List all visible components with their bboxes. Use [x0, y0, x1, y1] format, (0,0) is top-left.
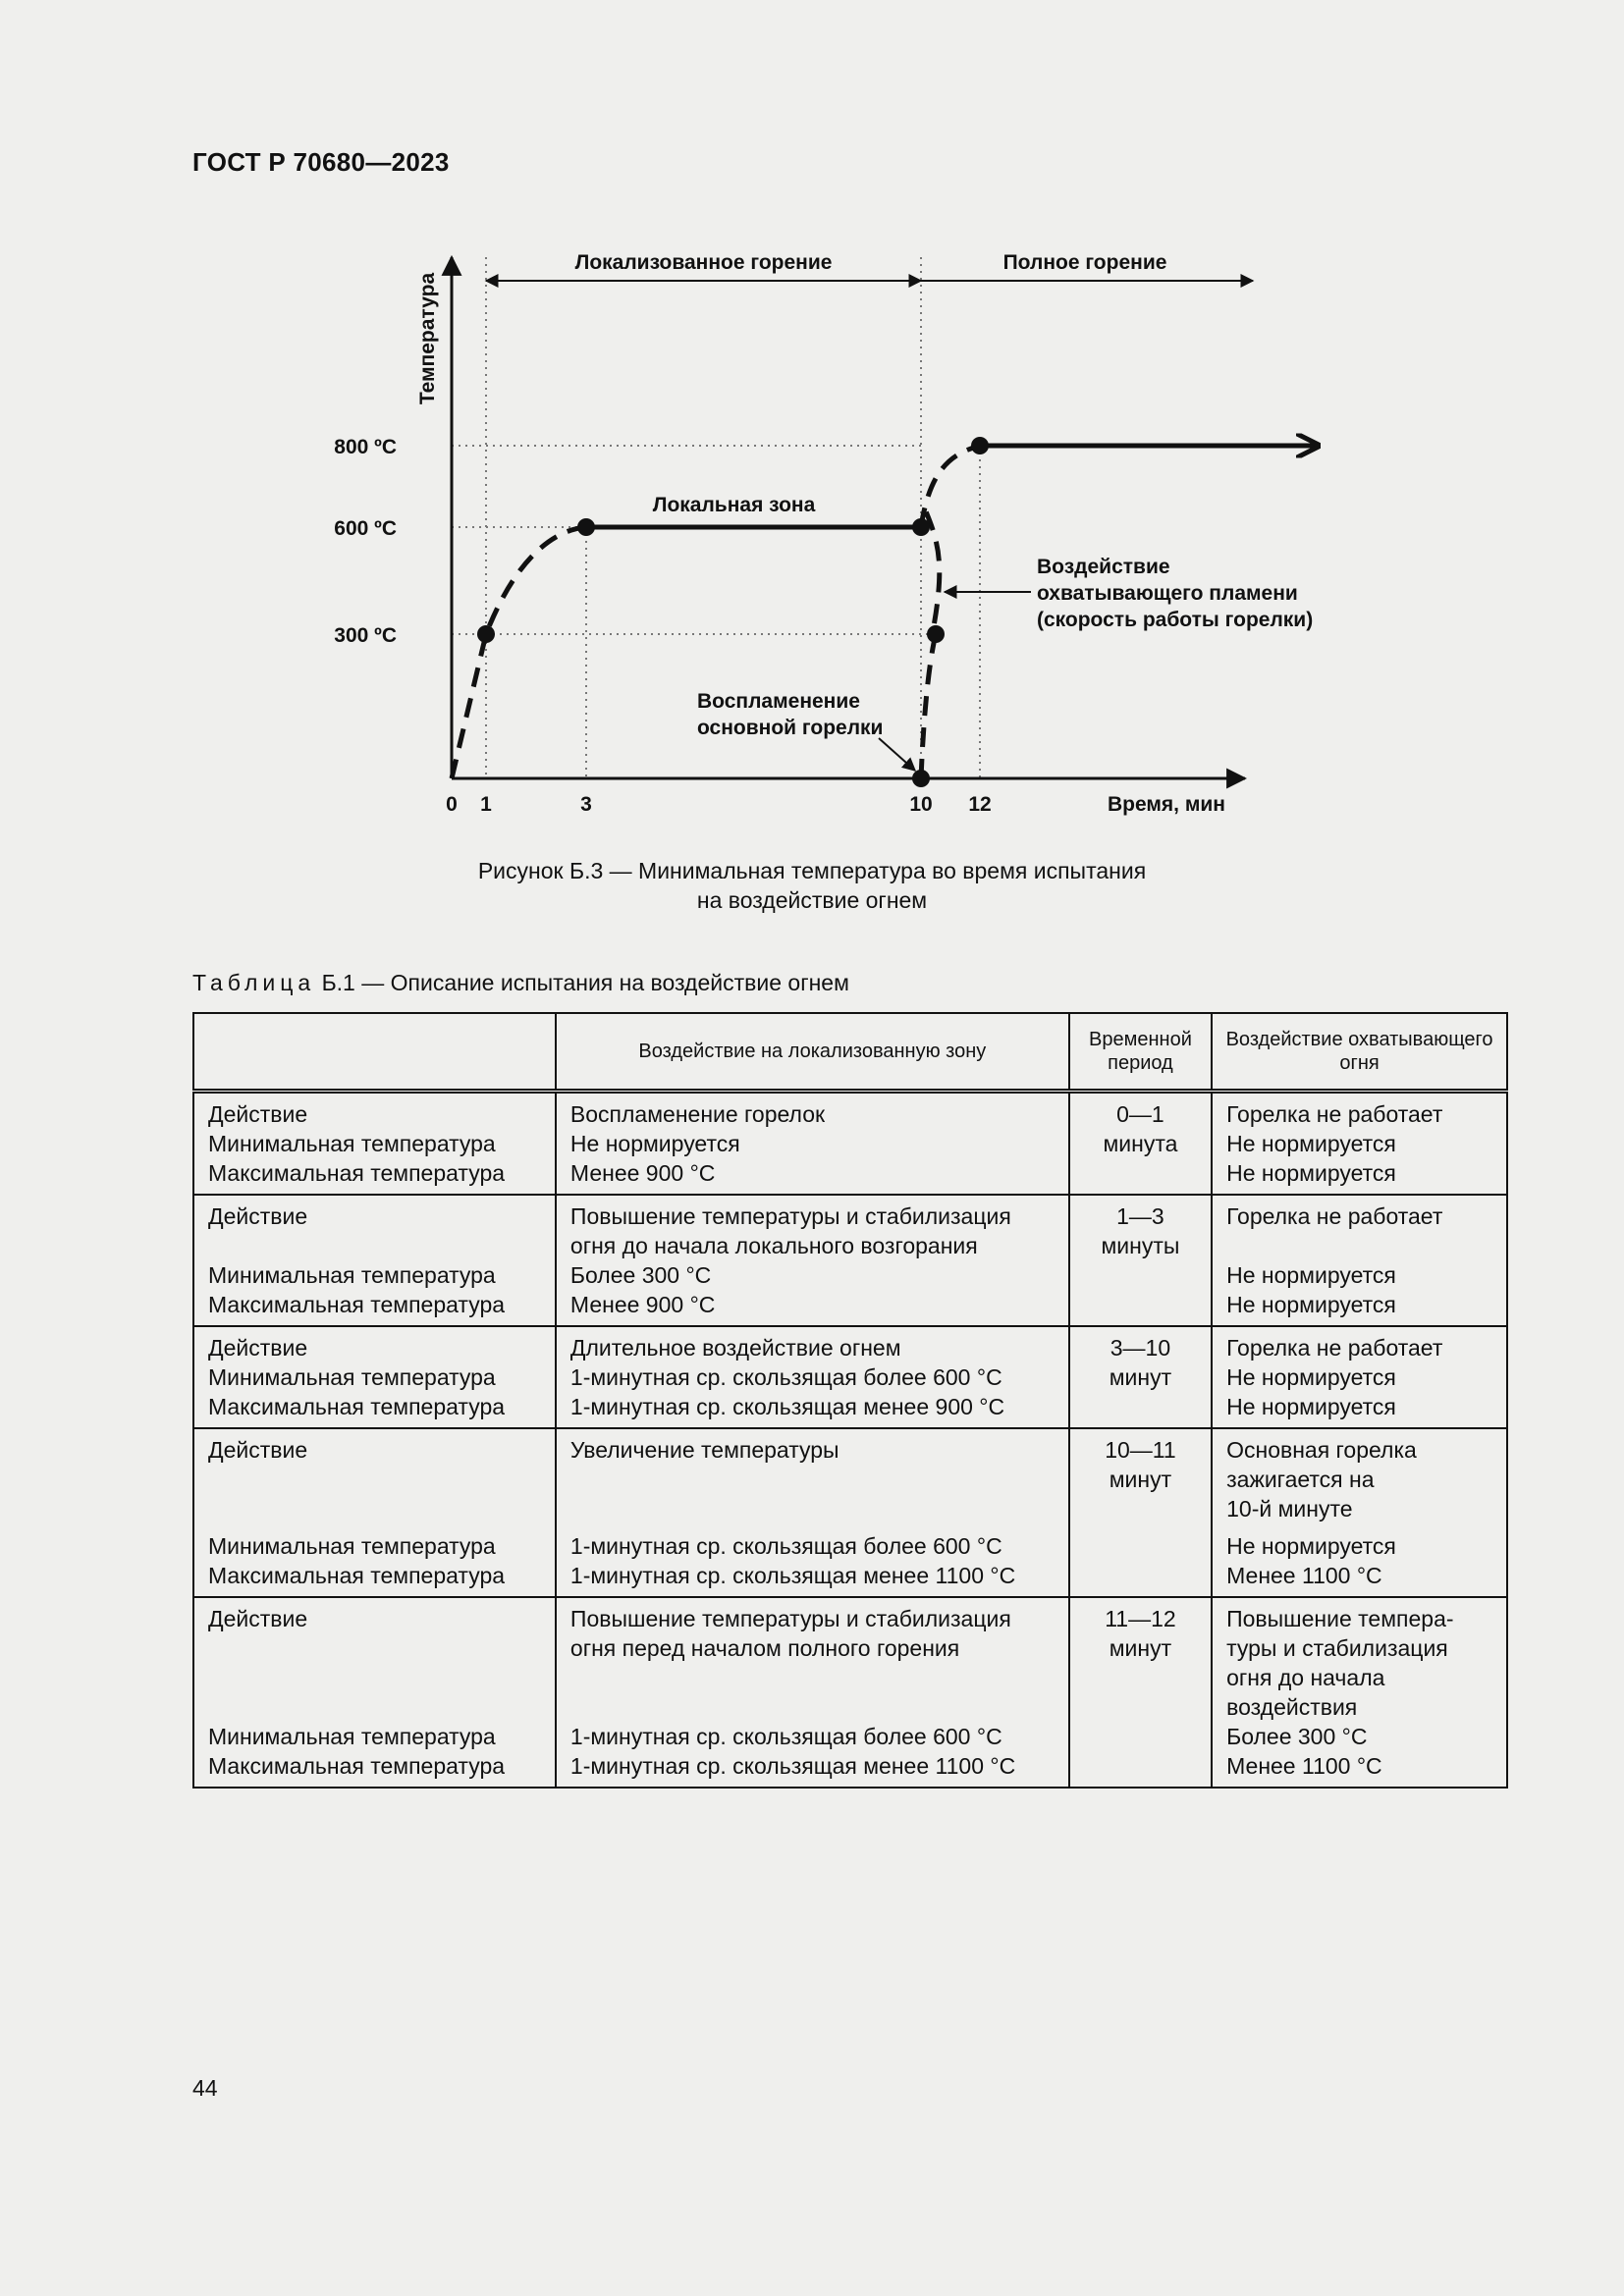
x-axis-label: Время, мин — [1108, 793, 1225, 816]
cell-local — [556, 1195, 1069, 1326]
cell-flame — [1212, 1195, 1507, 1326]
label-min-temp: Минимальная температура — [208, 1364, 496, 1390]
table-row — [193, 1428, 1507, 1597]
flame-max: Не нормируется — [1226, 1160, 1396, 1186]
local-max: Менее 900 °С — [569, 1160, 716, 1186]
label-action: Действие — [208, 1203, 308, 1229]
table-row — [193, 1195, 1507, 1326]
cell-period — [1069, 1195, 1212, 1326]
flame-label-line-2: охватывающего пламени — [1037, 582, 1298, 605]
header-cell-period: Временной период — [1069, 1013, 1212, 1092]
x-tick-label-10: 10 — [909, 793, 933, 816]
figure-caption — [295, 856, 1329, 915]
period-range: 10—11 — [1105, 1437, 1176, 1463]
local-max: Менее 900 °С — [569, 1292, 716, 1317]
y-tick-label-300: 300 ºC — [334, 624, 397, 647]
table-title — [192, 970, 849, 996]
row-labels — [193, 1092, 556, 1196]
data-point-2 — [912, 518, 930, 536]
cell-flame — [1212, 1326, 1507, 1428]
label-action: Действие — [208, 1101, 308, 1127]
local-min: 1-минутная ср. скользящая более 600 °С — [569, 1364, 1002, 1390]
x-tick-label-0: 0 — [446, 793, 458, 816]
period-range: 0—1 — [1116, 1101, 1164, 1127]
cell-flame — [1212, 1428, 1507, 1597]
test-description-table — [192, 1012, 1508, 1789]
row-labels — [193, 1597, 556, 1788]
table-header-row — [193, 1013, 1507, 1092]
data-point-1 — [577, 518, 595, 536]
table-row — [193, 1597, 1507, 1788]
label-min-temp: Минимальная температура — [208, 1533, 496, 1559]
flame-max: Менее 1100 °С — [1226, 1753, 1382, 1779]
x-tick-label-1: 1 — [480, 793, 492, 816]
temperature-chart — [0, 0, 1624, 864]
cell-period — [1069, 1092, 1212, 1196]
label-max-temp: Максимальная температура — [208, 1292, 506, 1317]
local-action-line-1: Повышение температуры и стабилизация — [569, 1606, 1011, 1631]
local-action: Увеличение температуры — [569, 1437, 839, 1463]
local-max: 1-минутная ср. скользящая менее 1100 °С — [569, 1563, 1016, 1588]
local-action-line-1: Повышение температуры и стабилизация — [569, 1203, 1011, 1229]
ignition-label-line-1: Воспламенение — [697, 690, 860, 713]
caption-line-1: Рисунок Б.3 — Минимальная температура во время испытания — [477, 858, 1147, 883]
cell-period — [1069, 1428, 1212, 1597]
label-max-temp: Максимальная температура — [208, 1160, 506, 1186]
header-cell-local: Воздействие на локализованную зону — [556, 1013, 1069, 1092]
flame-action-line-2: зажигается на — [1226, 1467, 1375, 1492]
table-row — [193, 1092, 1507, 1196]
period-range: 11—12 — [1105, 1606, 1176, 1631]
flame-action-line-1: Повышение темпера- — [1226, 1606, 1454, 1631]
period-unit: минута — [1103, 1131, 1178, 1156]
label-action: Действие — [208, 1437, 308, 1463]
flame-action-line-1: Основная горелка — [1226, 1437, 1417, 1463]
local-min: Не нормируется — [569, 1131, 740, 1156]
ignition-label-line-2: основной горелки — [697, 717, 884, 739]
data-point-4 — [912, 770, 930, 787]
plateau-label: Локальная зона — [652, 494, 816, 516]
series-line-local-rise — [452, 527, 586, 778]
flame-action-line-3: огня до начала — [1226, 1665, 1385, 1690]
period-unit: минут — [1109, 1467, 1172, 1492]
row-labels — [193, 1195, 556, 1326]
ignition-pointer — [879, 738, 915, 771]
flame-max: Не нормируется — [1226, 1292, 1396, 1317]
cell-period — [1069, 1326, 1212, 1428]
flame-action: Горелка не работает — [1226, 1101, 1443, 1127]
label-max-temp: Максимальная температура — [208, 1394, 506, 1419]
label-max-temp: Максимальная температура — [208, 1563, 506, 1588]
flame-min: Более 300 °С — [1226, 1724, 1368, 1749]
local-max: 1-минутная ср. скользящая менее 900 °С — [569, 1394, 1005, 1419]
flame-min: Не нормируется — [1226, 1533, 1396, 1559]
header-cell-flame: Воздействие охватывающего огня — [1212, 1013, 1507, 1092]
flame-action-line-3: 10-й минуте — [1226, 1496, 1353, 1522]
phase-label-full: Полное горение — [1002, 251, 1167, 274]
label-min-temp: Минимальная температура — [208, 1262, 496, 1288]
y-tick-label-600: 600 ºC — [334, 517, 397, 540]
header-cell-empty — [193, 1013, 556, 1092]
label-min-temp: Минимальная температура — [208, 1724, 496, 1749]
label-action: Действие — [208, 1335, 308, 1361]
local-action: Длительное воздействие огнем — [569, 1335, 901, 1361]
y-tick-label-800: 800 ºC — [334, 436, 397, 458]
flame-action: Горелка не работает — [1226, 1203, 1443, 1229]
cell-flame — [1212, 1597, 1507, 1788]
table-row — [193, 1326, 1507, 1428]
flame-action-line-2: туры и стабилизация — [1226, 1635, 1448, 1661]
row-labels — [193, 1326, 556, 1428]
flame-label-line-3: (скорость работы горелки) — [1037, 609, 1314, 631]
local-min: 1-минутная ср. скользящая более 600 °С — [569, 1724, 1002, 1749]
cell-flame — [1212, 1092, 1507, 1196]
row-labels — [193, 1428, 556, 1597]
period-unit: минут — [1109, 1635, 1172, 1661]
series-line-flame-lower — [921, 634, 936, 778]
table-title-rest: Б.1 — Описание испытания на воздействие огнем — [321, 970, 849, 995]
x-tick-label-3: 3 — [580, 793, 592, 816]
period-unit: минут — [1109, 1364, 1172, 1390]
local-action-line-2: огня перед началом полного горения — [569, 1635, 960, 1661]
cell-local — [556, 1092, 1069, 1196]
page-number: 44 — [192, 2075, 218, 2101]
data-point-3 — [927, 625, 945, 643]
local-action-line-2: огня до начала локального возгорания — [569, 1233, 978, 1258]
y-axis-label: Температура — [416, 272, 439, 405]
label-min-temp: Минимальная температура — [208, 1131, 496, 1156]
flame-min: Не нормируется — [1226, 1364, 1396, 1390]
document-header: ГОСТ Р 70680—2023 — [192, 147, 450, 177]
flame-action-line-4: воздействия — [1226, 1694, 1358, 1720]
label-action: Действие — [208, 1606, 308, 1631]
data-point-0 — [477, 625, 495, 643]
table-title-prefix: Таблица — [192, 970, 316, 995]
period-range: 1—3 — [1116, 1203, 1164, 1229]
x-tick-label-12: 12 — [968, 793, 992, 816]
period-unit: минуты — [1101, 1233, 1180, 1258]
local-min: 1-минутная ср. скользящая более 600 °С — [569, 1533, 1002, 1559]
cell-local — [556, 1326, 1069, 1428]
local-min: Более 300 °С — [569, 1262, 712, 1288]
flame-max: Не нормируется — [1226, 1394, 1396, 1419]
cell-local — [556, 1597, 1069, 1788]
cell-local — [556, 1428, 1069, 1597]
period-range: 3—10 — [1110, 1335, 1171, 1361]
phase-label-localized: Локализованное горение — [574, 251, 833, 274]
label-max-temp: Максимальная температура — [208, 1753, 506, 1779]
flame-max: Менее 1100 °С — [1226, 1563, 1382, 1588]
cell-period — [1069, 1597, 1212, 1788]
flame-action: Горелка не работает — [1226, 1335, 1443, 1361]
flame-min: Не нормируется — [1226, 1262, 1396, 1288]
flame-min: Не нормируется — [1226, 1131, 1396, 1156]
local-max: 1-минутная ср. скользящая менее 1100 °С — [569, 1753, 1016, 1779]
local-action: Воспламенение горелок — [569, 1101, 826, 1127]
caption-line-2: на воздействие огнем — [696, 887, 928, 913]
flame-label-line-1: Воздействие — [1037, 556, 1170, 578]
data-point-5 — [971, 437, 989, 454]
